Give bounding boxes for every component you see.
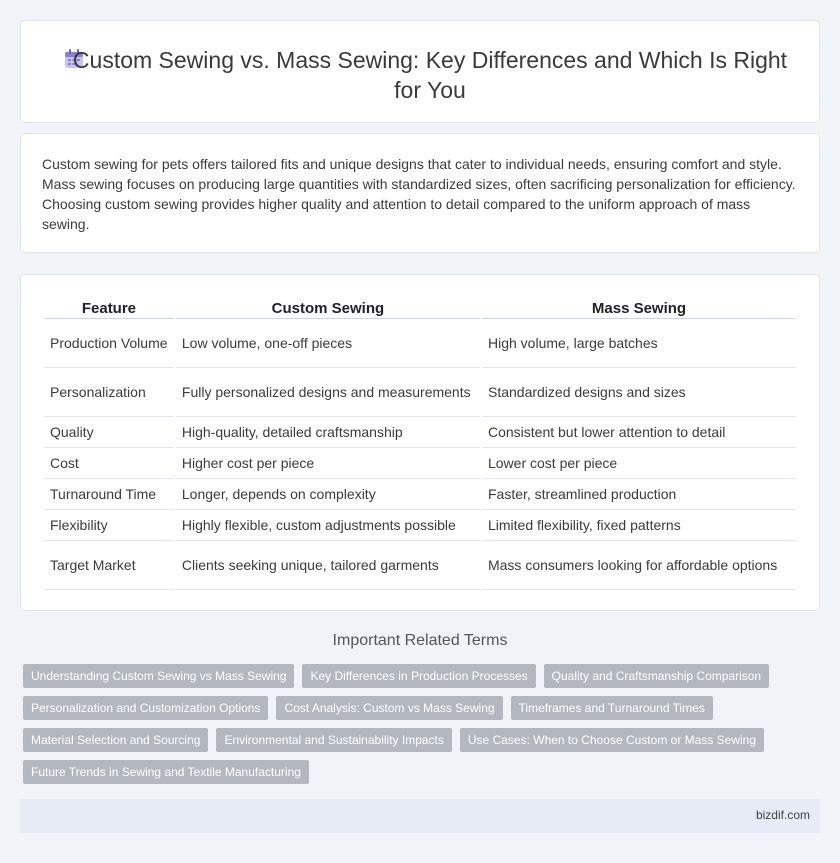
table-row [44, 417, 796, 448]
header-mass-sewing: Mass Sewing [482, 295, 796, 319]
custom-cell: Higher cost per piece [176, 448, 480, 479]
custom-cell: Highly flexible, custom adjustments possible [176, 510, 480, 541]
custom-cell: Clients seeking unique, tailored garments [176, 541, 480, 590]
related-term-tag[interactable]: Personalization and Customization Options [23, 696, 268, 720]
related-terms-title: Important Related Terms [332, 632, 508, 649]
feature-cell: Flexibility [44, 510, 174, 541]
mass-cell: Consistent but lower attention to detail [482, 417, 796, 448]
intro-card [20, 133, 820, 253]
mass-cell: Faster, streamlined production [482, 479, 796, 510]
feature-cell: Turnaround Time [44, 479, 174, 510]
footer [20, 799, 820, 833]
intro-paragraph: Custom sewing for pets offers tailored fits and unique designs that cater to individual needs, ensuring comfort and style. Mass sewing focuses on producing large quantities with standardized sizes, often sacrificing personalization for efficiency. Choosing custom sewing provides higher quality and attention to detail compared to the uniform approach of mass sewing. [42, 156, 796, 232]
mass-cell: High volume, large batches [482, 319, 796, 368]
table-row [44, 479, 796, 510]
comparison-table-card [20, 274, 820, 611]
custom-cell: Low volume, one-off pieces [176, 319, 480, 368]
header-custom-sewing: Custom Sewing [176, 295, 480, 319]
related-term-tag[interactable]: Environmental and Sustainability Impacts [216, 728, 451, 752]
custom-cell: High-quality, detailed craftsmanship [176, 417, 480, 448]
comparison-table [42, 295, 798, 590]
table-row [44, 319, 796, 368]
header-card [20, 20, 820, 123]
mass-cell: Lower cost per piece [482, 448, 796, 479]
page-title: Custom Sewing vs. Mass Sewing: Key Differences and Which Is Right for You [72, 47, 788, 103]
related-term-tag[interactable]: Use Cases: When to Choose Custom or Mass Sewing [460, 728, 764, 752]
table-header-row [44, 295, 796, 319]
mass-cell: Standardized designs and sizes [482, 368, 796, 417]
related-term-tag[interactable]: Future Trends in Sewing and Textile Manufacturing [23, 760, 309, 784]
feature-cell: Quality [44, 417, 174, 448]
table-row [44, 368, 796, 417]
table-row [44, 541, 796, 590]
table-row [44, 510, 796, 541]
related-term-tag[interactable]: Cost Analysis: Custom vs Mass Sewing [276, 696, 502, 720]
feature-cell: Personalization [44, 368, 174, 417]
related-term-tag[interactable]: Understanding Custom Sewing vs Mass Sewing [23, 664, 294, 688]
feature-cell: Production Volume [44, 319, 174, 368]
header-feature: Feature [44, 295, 174, 319]
custom-cell: Fully personalized designs and measurements [176, 368, 480, 417]
mass-cell: Mass consumers looking for affordable options [482, 541, 796, 590]
custom-cell: Longer, depends on complexity [176, 479, 480, 510]
feature-cell: Cost [44, 448, 174, 479]
related-term-tag[interactable]: Timeframes and Turnaround Times [511, 696, 713, 720]
related-term-tag[interactable]: Material Selection and Sourcing [23, 728, 208, 752]
related-terms-list [23, 664, 793, 792]
related-term-tag[interactable]: Quality and Craftsmanship Comparison [544, 664, 769, 688]
table-row [44, 448, 796, 479]
footer-site-link[interactable]: bizdif.com [755, 808, 810, 822]
related-term-tag[interactable]: Key Differences in Production Processes [302, 664, 535, 688]
feature-cell: Target Market [44, 541, 174, 590]
mass-cell: Limited flexibility, fixed patterns [482, 510, 796, 541]
